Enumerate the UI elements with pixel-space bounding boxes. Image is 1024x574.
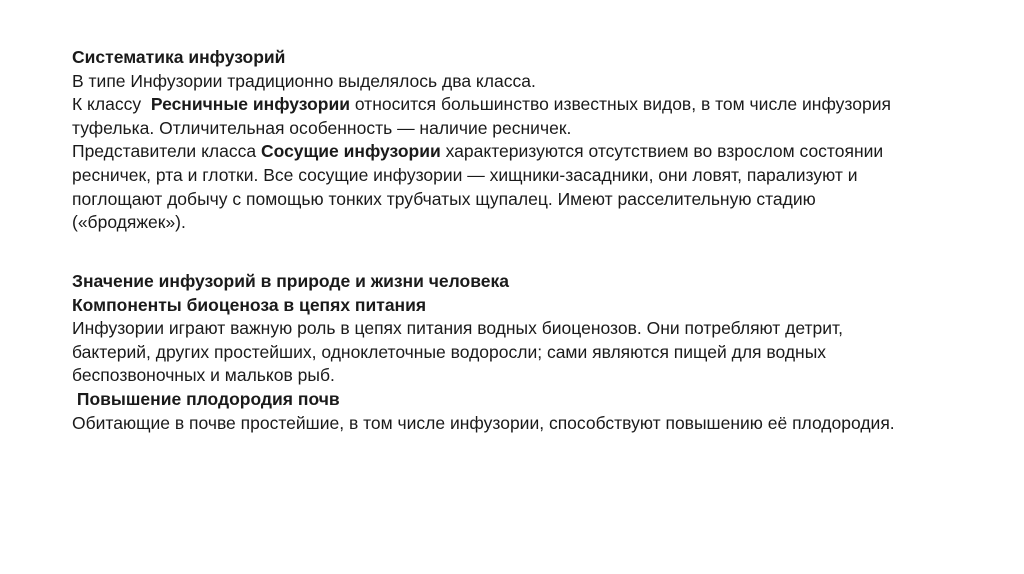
- suctoria-paragraph-line-2: ресничек, рта и глотки. Все сосущие инфузории — хищники-засадники, они ловят, парализуют и: [72, 164, 858, 185]
- systematics-section: [72, 46, 1012, 235]
- soil-subheading: Повышение плодородия почв: [72, 388, 340, 409]
- food-chain-paragraph-line-2: бактерий, других простейших, одноклеточные водоросли; сами являются пищей для водных: [72, 341, 827, 362]
- food-chain-paragraph-line-3: беспозвоночных и мальков рыб.: [72, 365, 335, 386]
- significance-heading: Значение инфузорий в природе и жизни человека: [72, 271, 509, 291]
- soil-paragraph-line-1: Обитающие в почве простейшие, в том числе инфузории, способствуют повышению её плодородия.: [72, 412, 895, 433]
- ciliates-paragraph-line-2: туфелька. Отличительная особенность — наличие ресничек.: [72, 117, 572, 138]
- suctoria-paragraph-line-4: («бродяжек»).: [72, 212, 186, 233]
- suctoria-class-name: Сосущие инфузории: [260, 141, 441, 162]
- systematics-heading: Систематика инфузорий: [72, 47, 286, 67]
- food-chain-paragraph-line-1: Инфузории играют важную роль в цепях питания водных биоценозов. Они потребляют детрит,: [72, 318, 843, 339]
- ciliates-paragraph-line-1: К классу Ресничные инфузории относится большинство известных видов, в том числе инфузория: [72, 94, 891, 115]
- suctoria-paragraph-line-3: поглощают добычу с помощью тонких трубчатых щупалец. Имеют расселительную стадию: [72, 188, 816, 209]
- systematics-intro: В типе Инфузории традиционно выделялось два класса.: [72, 70, 536, 91]
- suctoria-paragraph-line-1: Представители класса Сосущие инфузории характеризуются отсутствием во взрослом состоянии: [72, 141, 884, 162]
- ciliates-class-name: Ресничные инфузории: [150, 94, 350, 115]
- food-chain-subheading: Компоненты биоценоза в цепях питания: [72, 294, 427, 315]
- significance-section: [72, 270, 1012, 435]
